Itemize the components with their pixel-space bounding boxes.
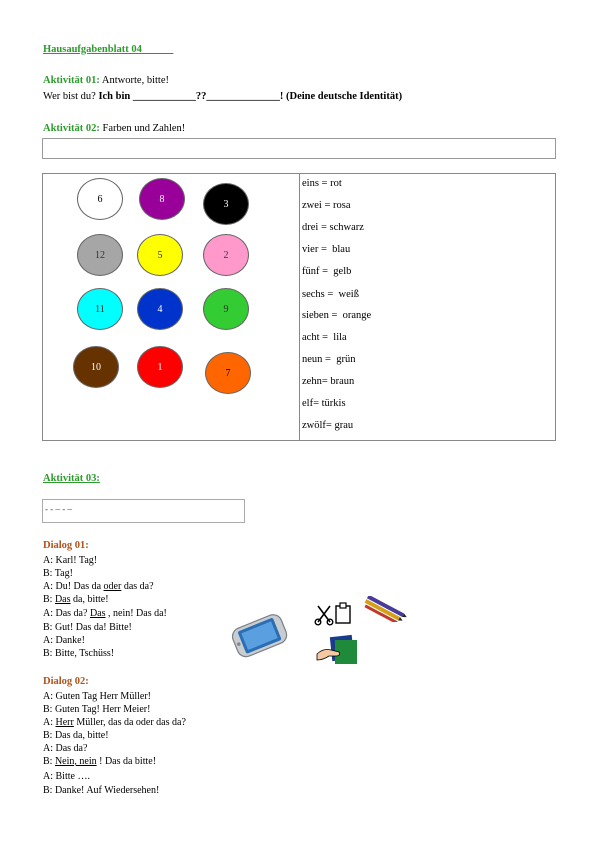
- number-color-item: zwölf= grau: [302, 420, 354, 431]
- clipboard-icon: [334, 601, 352, 625]
- circle-number: 6: [97, 193, 103, 205]
- dialog-2-line: B: Nein, nein ! Das da bitte!: [43, 756, 157, 767]
- color-circle-1: [137, 346, 183, 388]
- color-circle-10: [73, 346, 119, 388]
- dialog-1-line: A: Das da? Das , nein! Das da!: [43, 608, 167, 619]
- circle-number: 8: [159, 193, 165, 205]
- pens-icon: [362, 596, 408, 622]
- number-color-item: zehn= braun: [302, 376, 355, 387]
- number-color-item: acht = lila: [302, 332, 347, 343]
- color-circle-4: [137, 288, 183, 330]
- number-color-item: fünf = gelb: [302, 266, 352, 277]
- number-color-item: vier = blau: [302, 244, 351, 255]
- scissors-icon: [314, 602, 336, 626]
- circle-number: 1: [157, 361, 163, 373]
- color-circle-2: [203, 234, 249, 276]
- dialog-1-line: B: Gut! Das da! Bitte!: [43, 622, 132, 633]
- activity-1-heading: Aktivität 01: Antworte, bitte!: [43, 75, 169, 86]
- dialog-2-title: Dialog 02:: [43, 676, 89, 687]
- dialog-1-line: B: Das da, bitte!: [43, 594, 109, 605]
- color-circle-9: [203, 288, 249, 330]
- color-circle-5: [137, 234, 183, 276]
- circle-number: 12: [95, 249, 105, 261]
- activity-2-answer-box[interactable]: [42, 138, 556, 159]
- table-divider: [299, 174, 300, 440]
- activity-2-heading: Aktivität 02: Farben und Zahlen!: [43, 123, 186, 134]
- circle-number: 10: [91, 361, 101, 373]
- color-circle-8: [139, 178, 185, 220]
- circle-number: 5: [157, 249, 163, 261]
- dialog-1-title: Dialog 01:: [43, 540, 89, 551]
- circle-number: 3: [223, 198, 229, 210]
- number-color-item: sieben = orange: [302, 310, 372, 321]
- handing-folders-icon: [315, 632, 361, 668]
- number-color-item: neun = grün: [302, 354, 356, 365]
- circle-number: 2: [223, 249, 229, 261]
- number-color-item: sechs = weiß: [302, 289, 359, 300]
- dialog-1-line: B: Tag!: [43, 568, 73, 579]
- color-circle-7: [205, 352, 251, 394]
- worksheet-title: Hausaufgabenblatt 04: [43, 44, 142, 55]
- color-circle-3: [203, 183, 249, 225]
- dialog-1-line: A: Du! Das da oder das da?: [43, 581, 154, 592]
- number-color-item: eins = rot: [302, 178, 342, 189]
- color-circle-12: [77, 234, 123, 276]
- number-color-item: zwei = rosa: [302, 200, 351, 211]
- activity-3-box[interactable]: [42, 499, 245, 523]
- circle-number: 4: [157, 303, 163, 315]
- dialog-2-line: A: Guten Tag Herr Müller!: [43, 691, 151, 702]
- circle-number: 7: [225, 367, 231, 379]
- activity-1-question: Wer bist du? Ich bin ____________??______________! (Deine deutsche Identität): [43, 91, 403, 102]
- circle-number: 11: [95, 303, 105, 315]
- color-circle-11: [77, 288, 123, 330]
- dialog-1-line: A: Karl! Tag!: [43, 555, 98, 566]
- dialog-2-line: A: Das da?: [43, 743, 88, 754]
- dialog-2-line: A: Herr Müller, das da oder das da?: [43, 717, 186, 728]
- dialog-1-line: B: Bitte, Tschüss!: [43, 648, 115, 659]
- circle-number: 9: [223, 303, 229, 315]
- dialog-1-line: A: Danke!: [43, 635, 85, 646]
- dialog-2-line: B: Das da, bitte!: [43, 730, 109, 741]
- phone-icon: [228, 607, 290, 667]
- color-circle-6: [77, 178, 123, 220]
- dialog-2-line: B: Danke! Auf Wiedersehen!: [43, 785, 160, 796]
- number-color-item: elf= türkis: [302, 398, 346, 409]
- number-color-item: drei = schwarz: [302, 222, 364, 233]
- activity-3-heading: Aktivität 03:: [43, 473, 100, 484]
- activity-3-box-text: - - – - –: [45, 504, 72, 514]
- dialog-2-line: A: Bitte ….: [43, 771, 90, 782]
- dialog-2-line: B: Guten Tag! Herr Meier!: [43, 704, 151, 715]
